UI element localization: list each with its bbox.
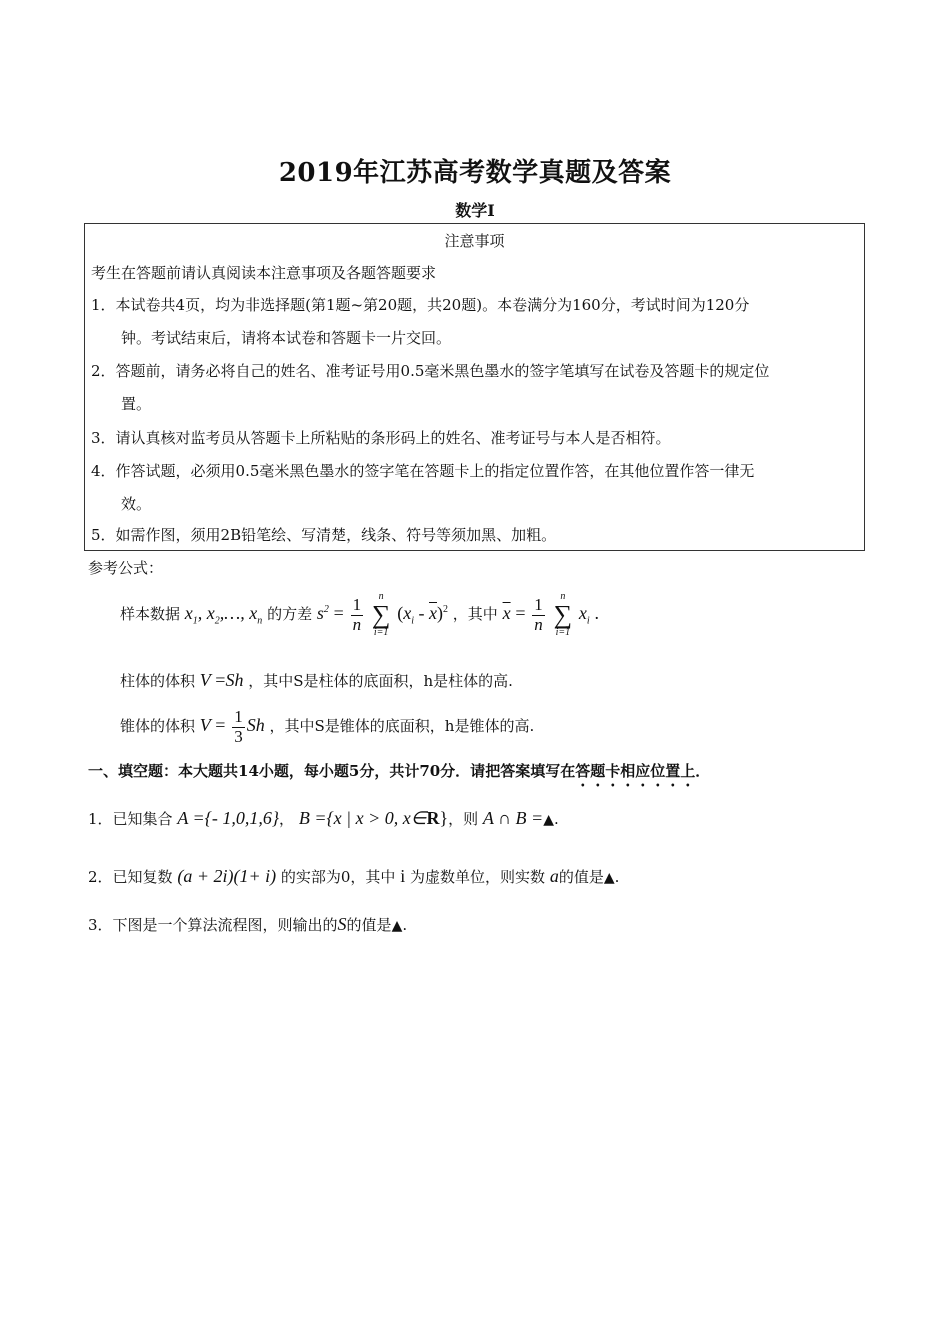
- section-heading-emphasis: 答题卡相应位置上: [575, 762, 696, 780]
- q2-tail: 的值是: [558, 868, 604, 886]
- notice-item: 3．请认真核对监考员从答题卡上所粘贴的条形码上的姓名、准考证号与本人是否相符。: [91, 429, 671, 447]
- q3-variable-s: S: [337, 914, 347, 934]
- q2-prefix: 2．已知复数: [88, 868, 173, 886]
- q2-end: .: [614, 868, 620, 886]
- notice-item: 1．本试卷共4页，均为非选择题(第1题~第20题，共20题)。本卷满分为160分，考试时间为120分: [91, 296, 750, 314]
- variance-where: ，其中: [452, 605, 498, 623]
- q2-variable-a: a: [549, 866, 559, 886]
- notice-box: [84, 223, 865, 551]
- q1-set-b-end: }: [439, 808, 449, 828]
- section-heading-end: ．: [695, 762, 711, 780]
- q1-set-a: A ={- 1,0,1,6}: [177, 808, 280, 828]
- q1-expression: A ∩ B =: [482, 808, 544, 828]
- q2-imaginary-unit: i: [400, 866, 406, 886]
- section-heading: [88, 760, 710, 790]
- q1-prefix: 1．已知集合: [88, 810, 173, 828]
- cone-label: 锥体的体积: [120, 717, 196, 736]
- answer-triangle-icon: ▲: [543, 812, 554, 828]
- cylinder-label: 柱体的体积: [120, 672, 196, 690]
- variance-prefix: 样本数据: [120, 605, 181, 623]
- reference-label: 参考公式：: [88, 559, 164, 577]
- notice-item: 5．如需作图，须用2B铅笔绘、写清楚，线条、符号等须加黑、加粗。: [91, 526, 557, 544]
- notice-item: 2．答题前，请务必将自己的姓名、准考证号用0.5毫米黑色墨水的签字笔填写在试卷及答题卡的规定位: [91, 362, 770, 380]
- q3-prefix: 3．下图是一个算法流程图，则输出的: [88, 916, 338, 934]
- answer-triangle-icon: ▲: [603, 870, 615, 886]
- cone-formula: 锥体的体积 V = $\frac{1}{3}$ Sh ，其中S是锥体的底面积，h是锥体的高.: [120, 707, 535, 746]
- q1-sep: ，: [279, 810, 295, 828]
- variance-formula: 样本数据 $x_1$, $x_2,\dots$, $x_n$ 的方差 $s^2$ = $\frac{1}{n}$ n ∑ i=1 $(x_i - \overline{x})^2$ ，其中 $\overline{x}$ = $\frac{1}{n}$ n ∑ i=1 $x_i$ .: [120, 591, 599, 638]
- q1-tail: .: [553, 810, 559, 828]
- q2-expression: (a + 2i)(1+ i): [177, 866, 277, 886]
- cylinder-formula: 柱体的体积 V =Sh ，其中S是柱体的底面积，h是柱体的高.: [120, 670, 513, 690]
- notice-item: 置。: [121, 395, 152, 413]
- section-heading-text: 一、填空题：本大题共14小题，每小题5分，共计70分．请把答案填写在: [88, 762, 576, 780]
- page-subtitle: 数学Ⅰ: [455, 201, 495, 220]
- answer-triangle-icon: ▲: [391, 918, 403, 934]
- q3-end: .: [402, 916, 408, 934]
- cone-rest: ，其中S是锥体的底面积，h是锥体的高.: [269, 717, 535, 736]
- q2-mid2: 为虚数单位，则实数: [410, 868, 546, 886]
- notice-item: 钟。考试结束后，请将本试卷和答题卡一片交回。: [121, 329, 452, 347]
- q1-then: ，则: [448, 810, 479, 828]
- notice-item: 4．作答试题，必须用0.5毫米黑色墨水的签字笔在答题卡上的指定位置作答，在其他位置作答一律无: [91, 462, 755, 480]
- q1-set-b: B ={x | x > 0, x∈: [298, 808, 427, 828]
- notice-item: 效。: [121, 495, 152, 513]
- q2-mid: 的实部为0，其中: [280, 868, 396, 886]
- cylinder-rest: ，其中S是柱体的底面积，h是柱体的高.: [248, 672, 513, 690]
- q3-tail: 的值是: [346, 916, 392, 934]
- question-2: [88, 866, 619, 887]
- variance-mid: 的方差: [267, 605, 313, 623]
- page-title: 2019年江苏高考数学真题及答案: [278, 158, 672, 188]
- question-1: [88, 808, 559, 829]
- notice-heading: 注意事项: [444, 232, 505, 250]
- q1-real-symbol: R: [426, 808, 440, 828]
- question-3: [88, 914, 407, 935]
- notice-intro: 考生在答题前请认真阅读本注意事项及各题答题要求: [91, 264, 437, 282]
